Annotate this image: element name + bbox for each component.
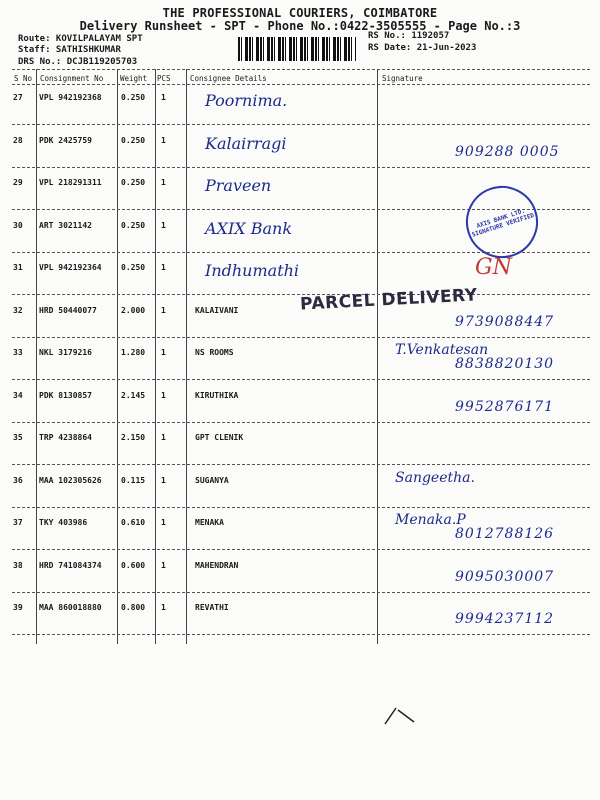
row-pcs: 1 — [161, 391, 166, 400]
row-consignment-no: HRD 741084374 — [39, 561, 102, 570]
table-header-rule — [12, 84, 590, 85]
row-weight: 0.250 — [121, 263, 146, 272]
row-weight: 0.800 — [121, 603, 146, 612]
col-header-weight: Weight — [120, 74, 148, 83]
rs-number: RS No.: 1192057 — [368, 31, 450, 41]
row-signature: Sangeetha. — [395, 470, 475, 486]
row-handwritten-name: Poornima. — [205, 91, 288, 110]
row-sno: 29 — [13, 178, 23, 187]
col-divider — [186, 69, 187, 644]
row-consignee-name: KALAIVANI — [195, 306, 239, 315]
row-consignee-name: MENAKA — [195, 518, 224, 527]
row-handwritten-phone: 9952876171 — [455, 399, 555, 415]
row-consignee-name: SUGANYA — [195, 476, 229, 485]
row-pcs: 1 — [161, 136, 166, 145]
row-pcs: 1 — [161, 348, 166, 357]
row-pcs: 1 — [161, 93, 166, 102]
row-handwritten-name: Indhumathi — [205, 261, 300, 280]
col-divider — [117, 69, 118, 644]
row-handwritten-phone: 9739088447 — [455, 314, 555, 330]
row-sno: 37 — [13, 518, 23, 527]
row-sno: 32 — [13, 306, 23, 315]
row-consignment-no: MAA 102305626 — [39, 476, 102, 485]
row-consignee-name: NS ROOMS — [195, 348, 234, 357]
seal-text: AXIS BANK LTD. SIGNATURE VERIFIED — [471, 207, 536, 239]
row-weight: 0.610 — [121, 518, 146, 527]
row-consignee-name: KIRUTHIKA — [195, 391, 239, 400]
row-separator — [12, 464, 590, 465]
row-handwritten-phone: 9095030007 — [455, 569, 555, 585]
row-weight: 2.000 — [121, 306, 146, 315]
col-header-pcs: PCS — [157, 74, 171, 83]
row-separator — [12, 337, 590, 338]
row-pcs: 1 — [161, 263, 166, 272]
col-divider — [36, 69, 37, 644]
row-handwritten-phone: 8012788126 — [455, 526, 555, 542]
route-label: Route: KOVILPALAYAM SPT — [18, 34, 143, 44]
row-weight: 0.115 — [121, 476, 146, 485]
row-sno: 28 — [13, 136, 23, 145]
table-top-rule — [12, 69, 590, 70]
row-consignment-no: TKY 403986 — [39, 518, 88, 527]
row-pcs: 1 — [161, 603, 166, 612]
row-consignee-name: REVATHI — [195, 603, 229, 612]
row-consignment-no: VPL 218291311 — [39, 178, 102, 187]
row-separator — [12, 592, 590, 593]
col-header-sno: S No — [14, 74, 33, 83]
row-separator — [12, 422, 590, 423]
row-sno: 35 — [13, 433, 23, 442]
parcel-delivery-stamp: PARCEL DELIVERY — [299, 285, 479, 315]
row-signature: T.Venkatesan — [395, 342, 489, 358]
row-consignment-no: ART 3021142 — [39, 221, 92, 230]
row-sno: 30 — [13, 221, 23, 230]
row-separator — [12, 634, 590, 635]
runsheet-subtitle: Delivery Runsheet - SPT - Phone No.:0422-3505555 - Page No.:3 — [79, 19, 521, 33]
row-pcs: 1 — [161, 306, 166, 315]
row-handwritten-name: Kalairragi — [205, 134, 287, 153]
row-handwritten-phone: 8838820130 — [455, 356, 555, 372]
row-pcs: 1 — [161, 476, 166, 485]
row-separator — [12, 124, 590, 125]
row-separator — [12, 167, 590, 168]
company-title: THE PROFESSIONAL COURIERS, COIMBATORE — [162, 6, 438, 20]
barcode — [238, 37, 356, 61]
row-pcs: 1 — [161, 221, 166, 230]
row-separator — [12, 549, 590, 550]
row-weight: 0.250 — [121, 136, 146, 145]
row-consignment-no: VPL 942192368 — [39, 93, 102, 102]
col-divider — [155, 69, 156, 644]
row-handwritten-phone: 9994237112 — [455, 611, 555, 627]
row-signature: Menaka.P — [395, 512, 466, 528]
col-header-signature: Signature — [382, 74, 423, 83]
row-sno: 38 — [13, 561, 23, 570]
row-consignment-no: TRP 4238864 — [39, 433, 92, 442]
row-sno: 36 — [13, 476, 23, 485]
row-weight: 0.250 — [121, 221, 146, 230]
col-divider — [377, 69, 378, 644]
drs-number: DRS No.: DCJB119205703 — [18, 57, 138, 67]
row-consignee-name: MAHENDRAN — [195, 561, 239, 570]
row-consignment-no: PDK 2425759 — [39, 136, 92, 145]
row-sno: 33 — [13, 348, 23, 357]
row-handwritten-name: AXIX Bank — [205, 219, 293, 238]
col-header-consignment: Consignment No — [40, 74, 104, 83]
row-consignment-no: PDK 8130857 — [39, 391, 92, 400]
row-handwritten-phone: 909288 0005 — [455, 144, 560, 160]
bank-seal — [457, 177, 548, 268]
row-pcs: 1 — [161, 561, 166, 570]
row-weight: 0.250 — [121, 178, 146, 187]
row-handwritten-name: Praveen — [205, 176, 272, 195]
row-pcs: 1 — [161, 518, 166, 527]
row-sno: 34 — [13, 391, 23, 400]
col-header-consignee: Consignee Details — [190, 74, 267, 83]
row-sno: 39 — [13, 603, 23, 612]
pen-mark — [380, 700, 430, 730]
row-signature: GN — [475, 255, 512, 280]
row-pcs: 1 — [161, 433, 166, 442]
rs-date: RS Date: 21-Jun-2023 — [368, 43, 477, 53]
row-weight: 0.250 — [121, 93, 146, 102]
row-consignment-no: VPL 942192364 — [39, 263, 102, 272]
row-sno: 31 — [13, 263, 23, 272]
row-pcs: 1 — [161, 178, 166, 187]
row-weight: 0.600 — [121, 561, 146, 570]
row-sno: 27 — [13, 93, 23, 102]
row-weight: 1.280 — [121, 348, 146, 357]
row-consignment-no: HRD 50440077 — [39, 306, 97, 315]
staff-label: Staff: SATHISHKUMAR — [18, 45, 121, 55]
row-weight: 2.145 — [121, 391, 146, 400]
row-consignee-name: GPT CLENIK — [195, 433, 244, 442]
row-weight: 2.150 — [121, 433, 146, 442]
row-consignment-no: MAA 860018880 — [39, 603, 102, 612]
row-separator — [12, 379, 590, 380]
row-consignment-no: NKL 3179216 — [39, 348, 92, 357]
row-separator — [12, 507, 590, 508]
